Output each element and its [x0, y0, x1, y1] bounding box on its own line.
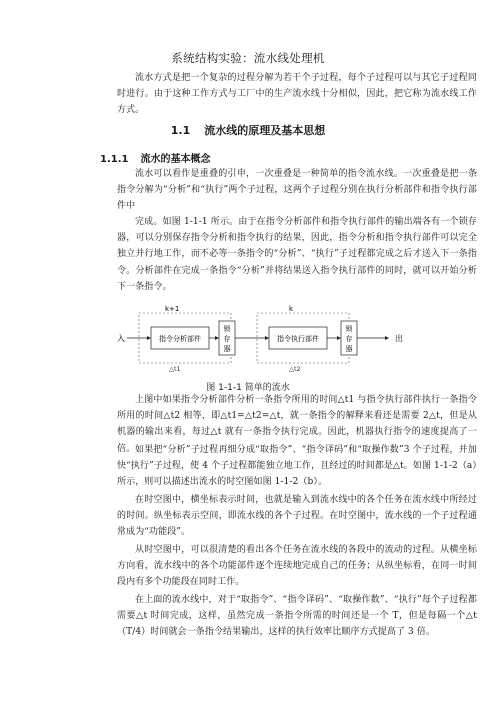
- paragraph-4: 如果把“分析”子过程再细分成“取指令”、“指令译码”和“取操作数”3 个子过程，并加快“执行”子过程，使 4 个子过程都能独立地工作，且经过的时间都是△t。如图 1-1-2（a）所示，则可以描述出流水的时空图如图 1-1-2（b）。: [117, 445, 477, 488]
- output-label: 出: [395, 334, 403, 343]
- input-arrow-head: [147, 336, 151, 340]
- execution-unit-label: 指令执行部件: [277, 335, 319, 343]
- latch1-char-2: 存: [223, 335, 231, 343]
- section-title: 流水线的原理及基本思想: [204, 124, 326, 137]
- latch2-char-3: 器: [345, 345, 353, 353]
- document-title: 系统结构实验：流水线处理机: [171, 51, 325, 65]
- subsection-number: 1.1.1: [100, 154, 129, 165]
- input-label: 入: [117, 334, 125, 343]
- pipeline-diagram: [117, 305, 437, 375]
- paragraph-6: 从时空图中，可以很清楚的看出各个任务在流水线的各段中的流动的过程。从横坐标方向看，流水线中的各个功能部件逐个连续地完成自己的任务；从纵坐标看，在同一时间段内有多个功能段在同时工作。: [117, 545, 477, 588]
- latch1-char-1: 锁: [223, 325, 231, 333]
- label-k: k: [289, 305, 294, 313]
- paragraph-7: 在上面的流水线中，对于“取指令”、“指令译码”、“取操作数”、“执行”每个子过程都需要△t 时间完成，这样，虽然完成一条指令所需的时间还是一个 T，但是每隔一个△t（T/4）时间就会一条指令结果输出，这样的执行效率比顺序方式提高了 3 倍。: [117, 595, 477, 638]
- subsection-title: 流水的基本概念: [140, 154, 211, 165]
- section-heading: [0, 122, 496, 138]
- label-t2: △t2: [289, 365, 301, 373]
- label-k-plus-1: k+1: [165, 305, 180, 313]
- latch1-char-3: 器: [223, 345, 231, 353]
- subsection-heading: [100, 150, 210, 165]
- latch2-char-2: 存: [345, 335, 353, 343]
- analysis-unit-label: 指令分析部件: [159, 335, 201, 343]
- intro-paragraph: 流水方式是把一个复杂的过程分解为若干个子过程，每个子过程可以与其它子过程同时进行。由于这种工作方式与工厂中的生产流水线十分相似，因此，把它称为流水线工作方式。: [117, 73, 477, 116]
- paragraph-2: 完成。如图 1-1-1 所示。由于在指令分析部件和指令执行部件的输出端各有一个锁存器，可以分别保存指令分析和指令执行的结果，因此，指令分析和指令执行部件可以完全独立并行地工作，而不必等一条指令的“分析”、“执行”子过程都完成之后才送入下一条指令。分析部件在完成一条指令“分析”并将结果送入指令执行部件的同时，就可以开始分析下一条指令。: [117, 217, 477, 292]
- section-number: 1.1: [170, 124, 191, 137]
- latch2-char-1: 锁: [345, 325, 353, 333]
- paragraph-3: 上图中如果指令分析部件分析一条指令所用的时间△t1 与指令执行部件执行一条指令所用的时间△t2 相等，即△t1=△t2=△t，就一条指令的解释来看还是需要 2△t，但是从机器的输出来看，每过△t 就有一条指令执行完成。因此，机器执行指令的速度提高了一倍。: [117, 395, 477, 454]
- paragraph-1: 流水可以看作是重叠的引申，一次重叠是一种简单的指令流水线。一次重叠是把一条指令分解为“分析”和“执行”两个子过程，这两个子过程分别在执行分析部件和指令执行部件中: [117, 169, 477, 212]
- paragraph-5: 在时空图中，横坐标表示时间，也就是输入到流水线中的各个任务在流水线中所经过的时间。纵坐标表示空间，即流水线的各个子过程。在时空图中，流水线的一个子过程通常成为“功能段”。: [117, 495, 477, 538]
- label-t1: △t1: [169, 365, 181, 373]
- figure-caption: 图 1-1-1 简单的流水: [206, 383, 290, 393]
